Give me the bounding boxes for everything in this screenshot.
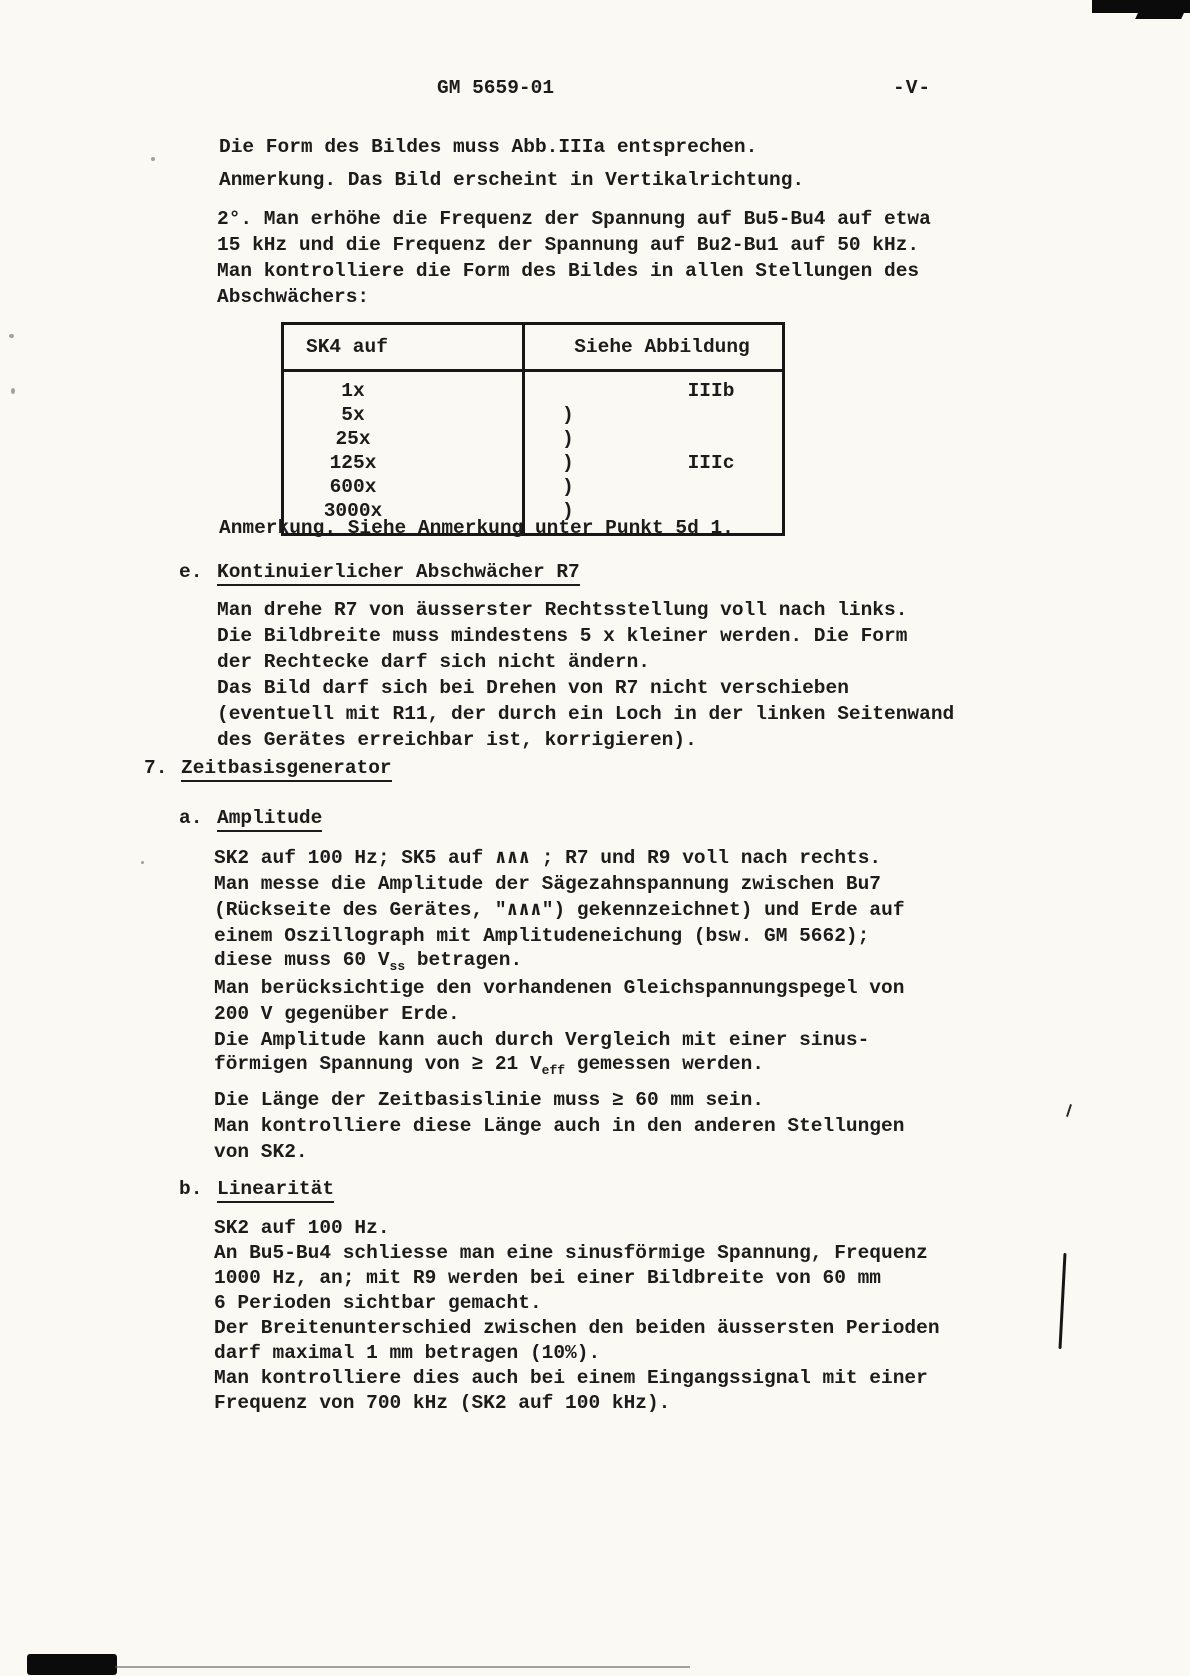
table-header-row [284, 325, 782, 372]
section-b-label: b. [179, 1178, 203, 1200]
section-e-title [217, 561, 580, 586]
sk4-value: 5x [341, 404, 365, 426]
intro-paragraph [219, 131, 804, 197]
section-7-label: 7. [144, 757, 168, 779]
text-line: An Bu5-Bu4 schliesse man eine sinusförmige Spannung, Frequenz [214, 1242, 928, 1264]
text-line: Anmerkung. Das Bild erscheint in Vertikalrichtung. [219, 169, 805, 191]
scan-speck [9, 334, 14, 338]
brace-mark: ) [562, 476, 574, 498]
scan-artifact-bottom-line [115, 1666, 690, 1668]
table-row [284, 403, 782, 427]
veff-post-text: gemessen werden. [565, 1053, 764, 1075]
section-e-paragraph [217, 597, 954, 753]
sk4-value: 125x [329, 452, 377, 474]
frequency-instructions-paragraph [217, 206, 931, 310]
veff-subscript: eff [541, 1062, 566, 1078]
text-line: darf maximal 1 mm betragen (10%). [214, 1342, 601, 1364]
amplitude-paragraph-part3 [214, 1087, 904, 1165]
linearity-paragraph [214, 1216, 940, 1416]
text-line: Das Bild darf sich bei Drehen von R7 nicht verschieben [217, 677, 849, 699]
section-b-title [217, 1178, 334, 1203]
scan-speck [11, 388, 15, 394]
text-line: (Rückseite des Gerätes, "∧∧∧") gekennzeichnet) und Erde auf [214, 899, 905, 921]
text-line: SK2 auf 100 Hz. [214, 1217, 390, 1239]
text-line: Der Breitenunterschied zwischen den beiden äussersten Perioden [214, 1317, 940, 1339]
text-line: Die Amplitude kann auch durch Vergleich mit einer sinus- [214, 1029, 870, 1051]
brace-mark: ) [562, 452, 574, 474]
amplitude-paragraph-part1 [214, 845, 905, 949]
text-line: 15 kHz und die Frequenz der Spannung auf Bu2-Bu1 auf 50 kHz. [217, 234, 920, 256]
scan-artifact-top-right-notch [1135, 0, 1190, 19]
amplitude-veff-line [214, 1053, 764, 1078]
attenuator-settings-table [281, 322, 785, 536]
veff-pre-text: förmigen Spannung von ≥ 21 V [214, 1053, 542, 1075]
section-a-title [217, 807, 322, 832]
scan-speck [141, 861, 144, 864]
section-7-title [181, 757, 392, 782]
section-a-label: a. [179, 807, 203, 829]
text-line: Man kontrolliere dies auch bei einem Eingangssignal mit einer [214, 1367, 928, 1389]
text-line: Man drehe R7 von äusserster Rechtsstellung voll nach links. [217, 599, 908, 621]
amplitude-vss-line [214, 949, 522, 974]
text-line: Die Bildbreite muss mindestens 5 x kleiner werden. Die Form [217, 625, 908, 647]
text-line: von SK2. [214, 1141, 308, 1163]
text-line: einem Oszillograph mit Amplitudeneichung (bsw. GM 5662); [214, 925, 870, 947]
vss-pre-text: diese muss 60 V [214, 949, 390, 971]
table-row [284, 475, 782, 499]
table-row [284, 451, 782, 475]
text-line: Man berücksichtige den vorhandenen Gleichspannungspegel von [214, 977, 905, 999]
section-e-title-text: Kontinuierlicher Abschwächer R7 [217, 561, 580, 586]
document-number: GM 5659-01 [437, 77, 555, 99]
table-row [284, 427, 782, 451]
table-header-sk4: SK4 auf [306, 336, 388, 358]
text-line: Die Länge der Zeitbasislinie muss ≥ 60 mm sein. [214, 1089, 764, 1111]
text-line: Man messe die Amplitude der Sägezahnspannung zwischen Bu7 [214, 873, 882, 895]
table-column-divider [522, 325, 525, 533]
text-line: Frequenz von 700 kHz (SK2 auf 100 kHz). [214, 1392, 671, 1414]
text-line: 1000 Hz, an; mit R9 werden bei einer Bildbreite von 60 mm [214, 1267, 882, 1289]
text-line: der Rechtecke darf sich nicht ändern. [217, 651, 650, 673]
section-b-title-text: Linearität [217, 1178, 334, 1203]
abbildung-value: IIIb [687, 380, 735, 402]
text-line: Die Form des Bildes muss Abb.IIIa entsprechen. [219, 136, 758, 158]
brace-mark: ) [562, 428, 574, 450]
text-line: 2°. Man erhöhe die Frequenz der Spannung auf Bu5-Bu4 auf etwa [217, 208, 931, 230]
ink-stroke-mark [1058, 1253, 1066, 1349]
table-header-abbildung: Siehe Abbildung [574, 336, 750, 358]
text-line: 200 V gegenüber Erde. [214, 1003, 460, 1025]
sk4-value: 1x [341, 380, 365, 402]
section-7-title-text: Zeitbasisgenerator [181, 757, 392, 782]
text-line: des Gerätes erreichbar ist, korrigieren). [217, 729, 697, 751]
scan-artifact-bottom-left [27, 1654, 117, 1675]
brace-mark: ) [562, 404, 574, 426]
sk4-value: 600x [329, 476, 377, 498]
vss-post-text: betragen. [405, 949, 523, 971]
section-e-label: e. [179, 561, 203, 583]
table-note: Anmerkung. Siehe Anmerkung unter Punkt 5d 1. [219, 517, 734, 539]
text-line: SK2 auf 100 Hz; SK5 auf ∧∧∧ ; R7 und R9 voll nach rechts. [214, 847, 882, 869]
amplitude-paragraph-part2 [214, 975, 904, 1053]
page-number: -V- [893, 77, 932, 99]
text-line: 6 Perioden sichtbar gemacht. [214, 1292, 542, 1314]
abbildung-value: IIIc [687, 452, 735, 474]
ink-tick-mark [1066, 1104, 1072, 1117]
sk4-value: 3000x [323, 500, 383, 522]
table-row [284, 379, 782, 403]
table-body [284, 372, 782, 533]
vss-subscript: ss [389, 958, 406, 974]
section-a-title-text: Amplitude [217, 807, 322, 832]
scan-speck [151, 157, 155, 161]
text-line: Abschwächers: [217, 286, 370, 308]
brace-mark: ) [562, 500, 574, 522]
text-line: (eventuell mit R11, der durch ein Loch in der linken Seitenwand [217, 703, 955, 725]
text-line: Man kontrolliere die Form des Bildes in allen Stellungen des [217, 260, 920, 282]
text-line: Man kontrolliere diese Länge auch in den anderen Stellungen [214, 1115, 905, 1137]
sk4-value: 25x [335, 428, 371, 450]
